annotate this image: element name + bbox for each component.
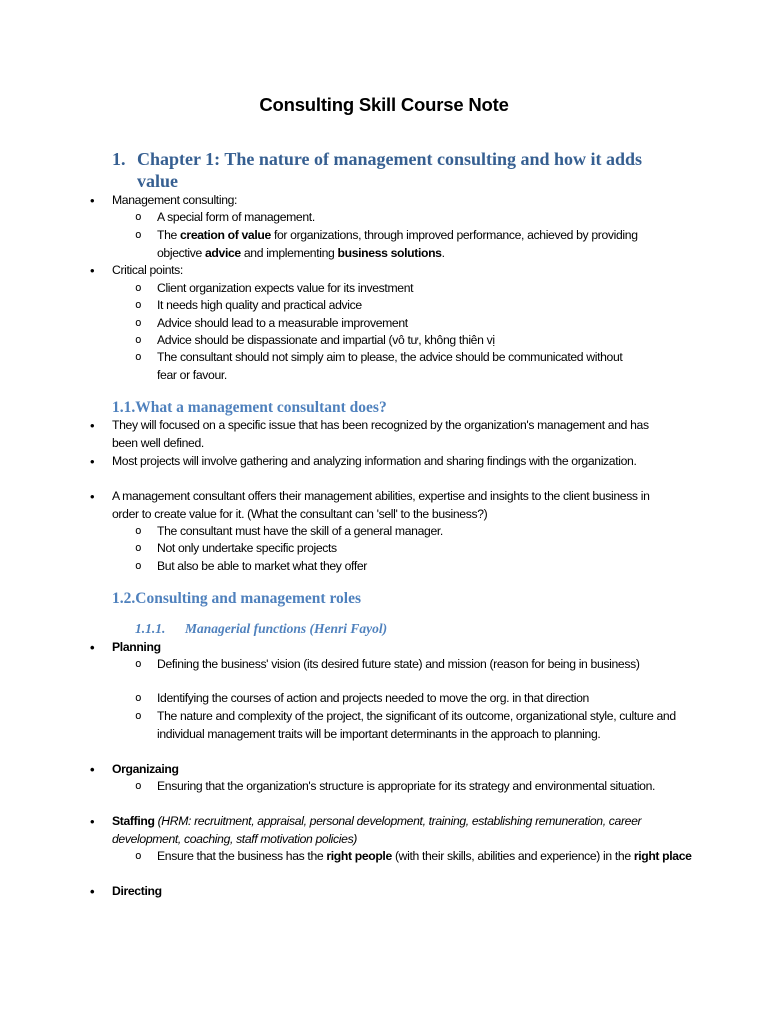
- sub-bullet-critical-point: o The consultant should not simply aim to please, the advice should be communicated without fear or favour.: [157, 349, 637, 384]
- bullet-specific-issue: • They will focused on a specific issue that has been recognized by the organization's management and has been well defined.: [112, 417, 662, 452]
- section-1-1-heading: 1.1.What a management consultant does?: [112, 399, 387, 416]
- bold-run: right people: [326, 849, 392, 863]
- sub-bullet-specific-projects: o Not only undertake specific projects: [157, 540, 677, 558]
- bold-run: right place: [633, 849, 692, 863]
- bullet-management-consulting: • Management consulting:: [112, 192, 672, 210]
- bullet-staffing: [112, 813, 664, 848]
- bullet-most-projects: • Most projects will involve gathering and analyzing information and sharing findings with the organization.: [112, 453, 642, 471]
- sub-bullet-general-manager: o The consultant must have the skill of a general manager.: [157, 523, 677, 541]
- document-title: Consulting Skill Course Note: [259, 94, 509, 115]
- sub-bullet-planning: o The nature and complexity of the project, the significant of its outcome, organizational style, culture and individual management traits will be important determinants in the approach to planning.: [157, 708, 679, 743]
- sub-bullet-critical-point: o It needs high quality and practical advice: [157, 297, 677, 315]
- section-1-2-heading: 1.2.Consulting and management roles: [112, 590, 362, 607]
- sub-bullet-staffing: [157, 848, 692, 866]
- text-run: (with their skills, abilities and experience) in the: [391, 849, 634, 863]
- text-run: Ensure that the business has the: [157, 849, 327, 863]
- sub-bullet-planning: o Defining the business' vision (its desired future state) and mission (reason for being in business): [157, 656, 647, 674]
- sub-bullet-special-form: o A special form of management.: [157, 209, 677, 227]
- text-run: and implementing: [240, 245, 338, 260]
- bold-run: Staffing: [112, 814, 155, 828]
- text-run: .: [441, 245, 445, 260]
- text-run: for organizations, through improved performance, achieved by providing objective: [157, 228, 638, 260]
- bullet-critical-points: • Critical points:: [112, 262, 672, 280]
- sub-bullet-critical-point: o Advice should lead to a measurable improvement: [157, 315, 677, 333]
- italic-run: (HRM: recruitment, appraisal, personal development, training, establishing remuneration, career development, coaching, staff motivation policies): [112, 814, 642, 846]
- sub-bullet-organizing: o Ensuring that the organization's structure is appropriate for its strategy and environmental situation.: [157, 778, 672, 796]
- bold-run: creation of value: [180, 228, 271, 242]
- sub-bullet-market: o But also be able to market what they offer: [157, 558, 677, 576]
- subsection-number: 1.1.1.: [135, 621, 166, 636]
- subsection-title: Managerial functions (Henri Fayol): [185, 621, 388, 636]
- bold-run: business solutions: [337, 245, 442, 260]
- subsection-1-1-1-heading: [135, 621, 387, 637]
- bullet-planning: • Planning: [112, 639, 672, 657]
- sub-bullet-critical-point: o Client organization expects value for its investment: [157, 280, 677, 298]
- bullet-consultant-offers: • A management consultant offers their management abilities, expertise and insights to the client business in order to create value for it. (What the consultant can 'sell' to the business?): [112, 488, 664, 523]
- sub-bullet-creation-of-value: [157, 227, 647, 262]
- text-run: The: [157, 228, 180, 242]
- bold-run: advice: [205, 245, 241, 260]
- sub-bullet-critical-point: o Advice should be dispassionate and impartial (vô tư, không thiên vị: [157, 332, 677, 350]
- sub-bullet-planning: o Identifying the courses of action and projects needed to move the org. in that direction: [157, 690, 677, 708]
- chapter-1-number: 1.: [112, 149, 126, 169]
- chapter-1-title: Chapter 1: The nature of management consulting and how it adds value: [137, 149, 643, 191]
- bullet-organizing: • Organizaing: [112, 761, 672, 779]
- bullet-directing: • Directing: [112, 883, 672, 901]
